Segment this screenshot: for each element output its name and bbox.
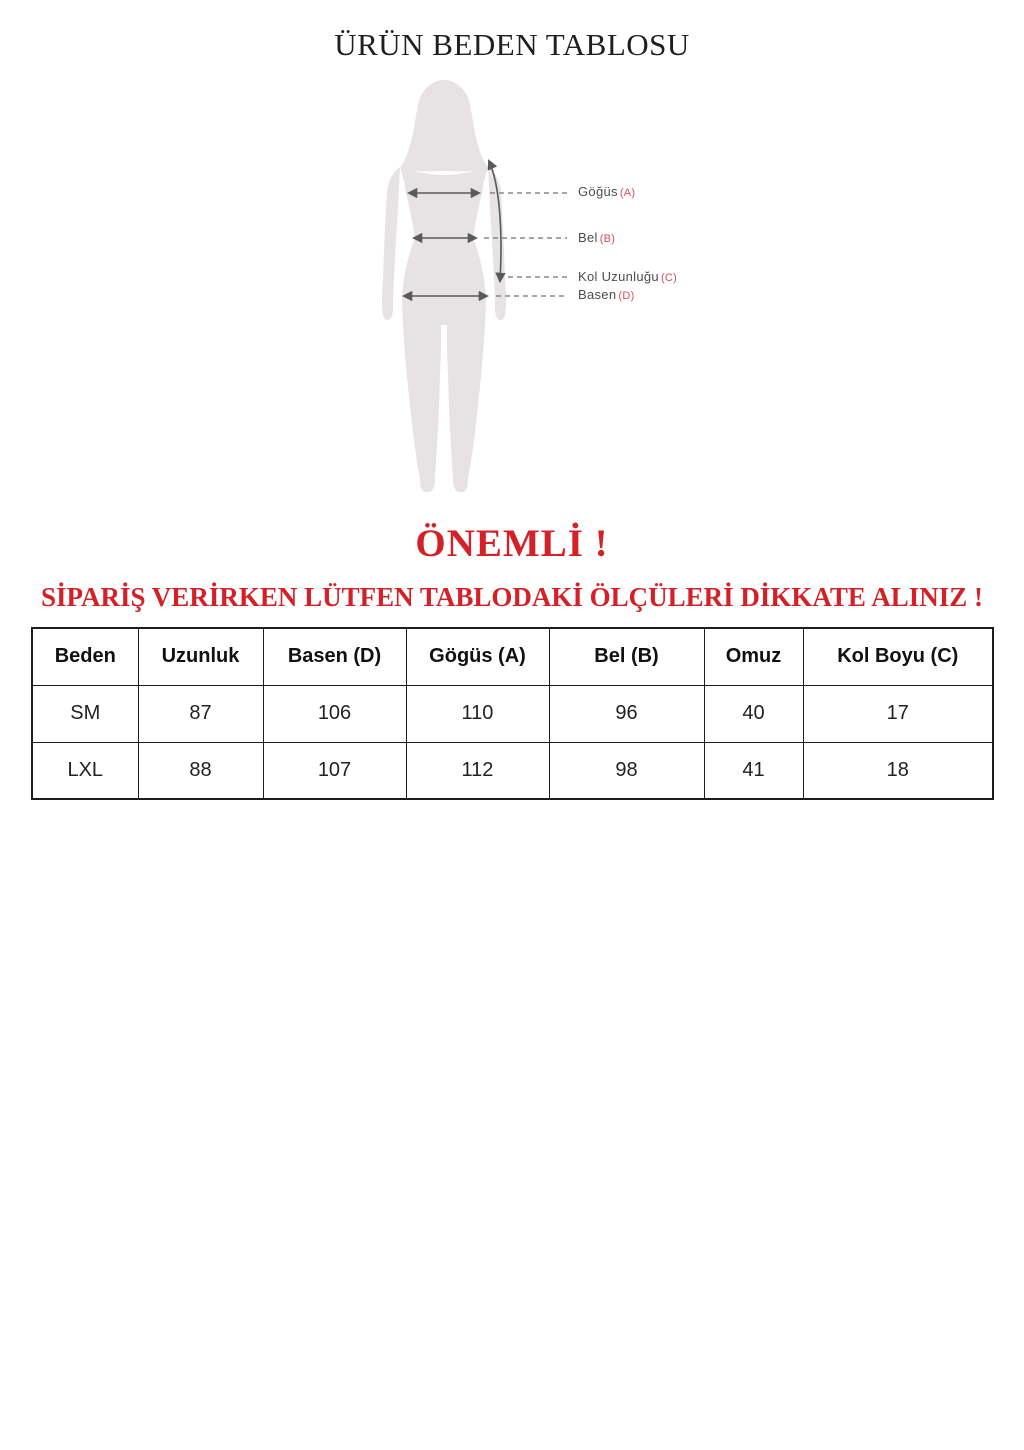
table-header-row (32, 628, 993, 685)
cell-kol-boyu: 17 (803, 685, 993, 742)
cell-bel: 96 (549, 685, 704, 742)
cell-omuz: 41 (704, 742, 803, 799)
label-text: Göğüs (578, 184, 618, 199)
label-letter: (D) (618, 290, 635, 302)
label-letter: (C) (660, 272, 678, 284)
measurement-label-arm-length (578, 269, 677, 286)
col-header-uzunluk: Uzunluk (138, 628, 263, 685)
cell-gogus: 112 (406, 742, 549, 799)
col-header-basen: Basen (D) (263, 628, 406, 685)
label-text: Basen (578, 287, 617, 302)
col-header-gogus: Gögüs (A) (406, 628, 549, 685)
body-silhouette (382, 80, 506, 492)
label-letter: (B) (599, 233, 616, 245)
important-heading: ÖNEMLİ ! (415, 522, 609, 565)
cell-size: LXL (32, 742, 138, 799)
col-header-kol-boyu: Kol Boyu (C) (803, 628, 993, 685)
cell-kol-boyu: 18 (803, 742, 993, 799)
cell-gogus: 110 (406, 685, 549, 742)
col-header-bel: Bel (B) (549, 628, 704, 685)
table-row-lxl (32, 742, 993, 799)
col-header-beden: Beden (32, 628, 138, 685)
table-row-sm (32, 685, 993, 742)
female-silhouette-figure (0, 75, 1024, 520)
cell-uzunluk: 87 (138, 685, 263, 742)
size-table (31, 627, 994, 800)
warning-text: SİPARİŞ VERİRKEN LÜTFEN TABLODAKİ ÖLÇÜLERİ DİKKATE ALINIZ ! (41, 582, 983, 612)
cell-basen: 106 (263, 685, 406, 742)
measurement-label-hip (578, 287, 635, 304)
label-text: Kol Uzunluğu (578, 269, 659, 284)
measurement-label-chest (578, 184, 635, 201)
cell-bel: 98 (549, 742, 704, 799)
col-header-omuz: Omuz (704, 628, 803, 685)
label-letter: (A) (619, 187, 636, 199)
measurement-label-waist (578, 230, 615, 247)
cell-basen: 107 (263, 742, 406, 799)
cell-size: SM (32, 685, 138, 742)
measurement-diagram (0, 75, 1024, 520)
label-text: Bel (578, 230, 598, 245)
cell-uzunluk: 88 (138, 742, 263, 799)
page-title: ÜRÜN BEDEN TABLOSU (334, 27, 690, 62)
cell-omuz: 40 (704, 685, 803, 742)
